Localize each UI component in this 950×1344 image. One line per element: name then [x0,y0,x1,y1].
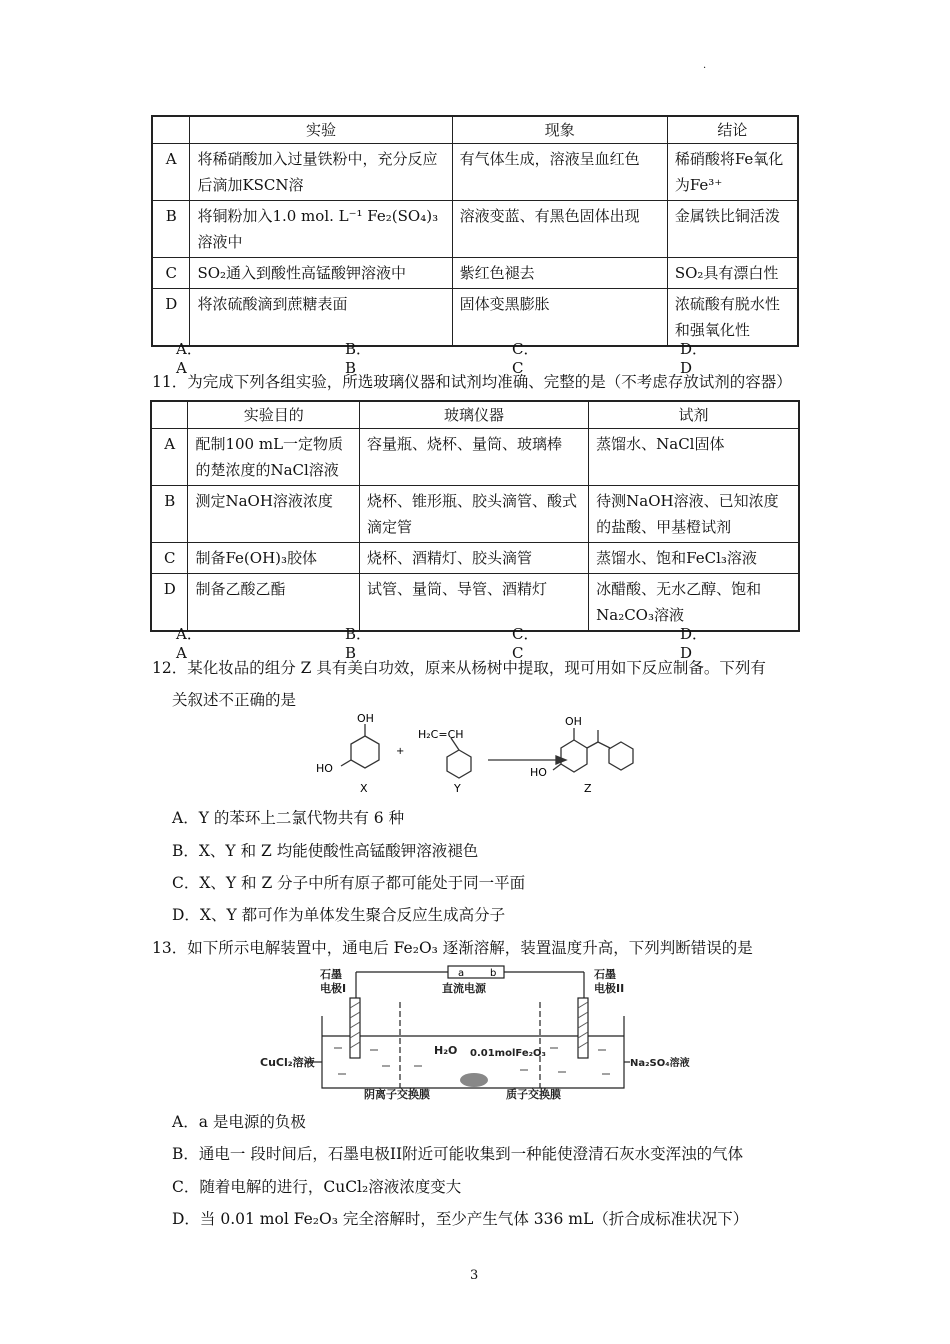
experiment-cell: 将稀硝酸加入过量铁粉中，充分反应后滴加KSCN溶 [190,144,452,201]
electrolysis-apparatus-figure [258,962,694,1102]
phenomenon-cell: 固体变黑膨胀 [452,289,667,347]
option-c[interactable]: C． C [512,625,546,662]
row-label: B [152,201,190,258]
cucl2-label: CuCl₂溶液 [260,1056,315,1069]
purpose-cell: 配制100 mL一定物质的楚浓度的NaCl溶液 [188,429,360,486]
water-label: H₂O [434,1044,458,1057]
question-13-stem: 13．如下所示电解装置中，通电后 Fe₂O₃ 逐渐溶解，装置温度升高，下列判断错误的是 [152,939,753,957]
row-label: C [152,258,190,289]
table-row [152,201,798,258]
option-c[interactable]: C．C [512,340,539,377]
table-header: 实验 [190,116,452,144]
top-dot: . [703,60,707,71]
reagent-cell: 冰醋酸、无水乙醇、饱和Na₂CO₃溶液 [589,574,799,632]
option-b[interactable]: B．B [345,340,372,377]
purpose-cell: 制备乙酸乙酯 [188,574,360,632]
reagent-cell: 蒸馏水、NaCl固体 [589,429,799,486]
row-label: A [152,144,190,201]
fe2o3-label: 0.01molFe₂O₃ [470,1048,546,1059]
y-label: Y [454,782,461,795]
reaction-scheme-figure [308,712,648,797]
conclusion-cell: 浓硫酸有脱水性和强氧化性 [667,289,798,347]
proton-membrane-label: 质子交换膜 [506,1088,561,1101]
table-row [151,486,799,543]
conclusion-cell: 金属铁比铜活泼 [667,201,798,258]
row-label: D [151,574,188,632]
x-label: X [360,782,368,795]
phenomenon-cell: 有气体生成，溶液呈血红色 [452,144,667,201]
question-12-stem-line1: 12．某化妆品的组分 Z 具有美白功效，原来从杨树中提取，现可用如下反应制备。下列有 [152,659,766,677]
experiment-cell: 将浓硫酸滴到蔗糖表面 [190,289,452,347]
page-number: 3 [470,1268,479,1283]
table-header [151,401,188,429]
na2so4-label: Na₂SO₄溶液 [630,1058,690,1069]
question-13-option-a[interactable]: A．a 是电源的负极 [172,1113,306,1131]
z-label: Z [584,782,592,795]
conclusion-cell: 稀硝酸将Fe氧化为Fe³⁺ [667,144,798,201]
reagent-cell: 待测NaOH溶液、已知浓度的盐酸、甲基橙试剂 [589,486,799,543]
glassware-cell: 容量瓶、烧杯、量筒、玻璃棒 [360,429,589,486]
question-13-option-b[interactable]: B．通电一 段时间后，石墨电极II附近可能收集到一种能使澄清石灰水变浑浊的气体 [172,1145,744,1163]
table-row [151,429,799,486]
phenomenon-cell: 紫红色褪去 [452,258,667,289]
table-row [152,144,798,201]
row-label: A [151,429,188,486]
option-d[interactable]: D．D [680,625,708,662]
right-electrode-label: 电极II [594,982,625,995]
table-header: 玻璃仪器 [360,401,589,429]
table-header: 试剂 [589,401,799,429]
table-header: 结论 [667,116,798,144]
terminal-a-label: a [458,968,465,979]
question-12-stem-line2: 关叙述不正确的是 [172,691,297,709]
glassware-cell: 烧杯、锥形瓶、胶头滴管、酸式滴定管 [360,486,589,543]
glassware-cell: 烧杯、酒精灯、胶头滴管 [360,543,589,574]
table-row [152,258,798,289]
table-header: 现象 [452,116,667,144]
table-header: 实验目的 [188,401,360,429]
phenomenon-cell: 溶液变蓝、有黑色固体出现 [452,201,667,258]
question-12-option-c[interactable]: C．X、Y 和 Z 分子中所有原子都可能处于同一平面 [172,874,526,892]
row-label: D [152,289,190,347]
anion-membrane-label: 阴离子交换膜 [364,1088,430,1101]
terminal-b-label: b [490,968,497,979]
experiment-table-q10 [151,115,799,347]
plus-sign: + [396,746,405,757]
question-13-option-d[interactable]: D．当 0.01 mol Fe₂O₃ 完全溶解时，至少产生气体 336 mL（折合成标准状况下） [172,1210,749,1228]
question-13-option-c[interactable]: C．随着电解的进行，CuCl₂溶液浓度变大 [172,1178,462,1196]
question-12-option-d[interactable]: D．X、Y 都可作为单体发生聚合反应生成高分子 [172,906,506,924]
x-oh-label: OH [357,712,374,725]
question-12-option-a[interactable]: A．Y 的苯环上二氯代物共有 6 种 [172,809,405,827]
conclusion-cell: SO₂具有漂白性 [667,258,798,289]
question-11-stem: 11．为完成下列各组实验，所选玻璃仪器和试剂均准确、完整的是（不考虑存放试剂的容器） [152,373,792,391]
question-12-option-b[interactable]: B．X、Y 和 Z 均能使酸性高锰酸钾溶液褪色 [172,842,479,860]
table-header-row [151,401,799,429]
table-header [152,116,190,144]
power-source-label: 直流电源 [442,982,486,995]
option-a[interactable]: A．A [176,340,202,377]
option-a[interactable]: A．A [176,625,202,662]
left-electrode-label: 石墨 [320,968,342,981]
purpose-cell: 制备Fe(OH)₃胶体 [188,543,360,574]
purpose-cell: 测定NaOH溶液浓度 [188,486,360,543]
z-oh-label: OH [565,715,582,728]
row-label: C [151,543,188,574]
x-ho-label: HO [316,762,333,775]
experiment-table-q11 [150,400,800,632]
experiment-cell: 将铜粉加入1.0 mol. L⁻¹ Fe₂(SO₄)₃溶液中 [190,201,452,258]
option-b[interactable]: B．B [345,625,372,662]
option-d[interactable]: D．D [680,340,708,377]
vinyl-label: H₂C=CH [418,728,464,741]
reagent-cell: 蒸馏水、饱和FeCl₃溶液 [589,543,799,574]
left-electrode-label: 电极I [320,982,347,995]
table-header-row [152,116,798,144]
table-row [151,543,799,574]
experiment-cell: SO₂通入到酸性高锰酸钾溶液中 [190,258,452,289]
row-label: B [151,486,188,543]
right-electrode-label: 石墨 [594,968,616,981]
z-ho-label: HO [530,766,547,779]
glassware-cell: 试管、量筒、导管、酒精灯 [360,574,589,632]
